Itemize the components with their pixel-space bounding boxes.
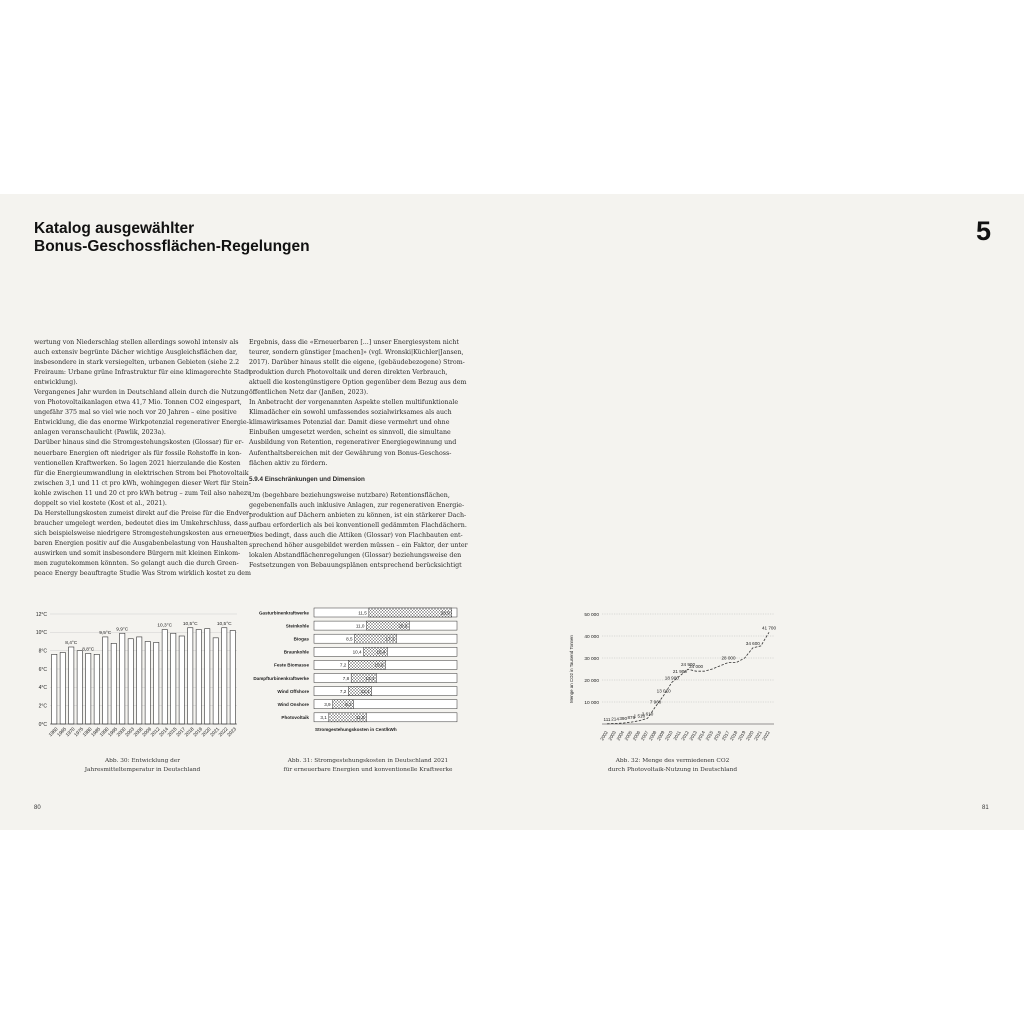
x-tick-label: 2021 xyxy=(753,730,763,742)
x-tick-label: 2021 xyxy=(209,727,221,739)
bar xyxy=(171,633,176,724)
series-line xyxy=(607,632,769,724)
text-line: insbesondere in stark versiegelten, urbanen Gebieten (siehe 2.2 xyxy=(34,359,240,367)
bar xyxy=(60,653,65,725)
bar xyxy=(94,654,99,724)
bar xyxy=(154,642,159,724)
x-tick-label: 1965 xyxy=(56,727,68,739)
max-label: 13,1 xyxy=(365,675,375,681)
y-tick-label: 10 000 xyxy=(584,700,599,706)
x-axis-title: Stromgestehungskosten in Cent/kWh xyxy=(315,726,397,732)
text-line: Vergangenes Jahr wurden in Deutschland allein durch die Nutzung xyxy=(34,389,249,397)
bar xyxy=(196,630,201,724)
x-tick-label: 2016 xyxy=(712,730,723,742)
x-tick-label: 2012 xyxy=(680,730,690,742)
text-column-left xyxy=(34,338,252,579)
point-label: 111 xyxy=(603,716,611,722)
max-label: 15,0 xyxy=(374,662,384,668)
page-number-right: 81 xyxy=(982,805,989,811)
text-line: zwischen 3,1 und 11 ct pro kWh, wohingegen dieser Wert für Stein- xyxy=(34,479,251,487)
x-tick-label: 2019 xyxy=(192,727,204,739)
x-tick-label: 2019 xyxy=(737,730,747,742)
min-label: 3,9 xyxy=(324,702,331,707)
x-tick-label: 2003 xyxy=(124,727,136,739)
point-label: 214 xyxy=(611,716,619,722)
bar xyxy=(111,643,116,724)
x-tick-label: 2014 xyxy=(696,730,707,742)
max-label: 8,3 xyxy=(345,702,352,707)
x-tick-label: 2022 xyxy=(218,727,230,739)
y-tick-label: 0°C xyxy=(38,721,47,728)
text-line: 2017). Darüber hinaus stellt die eigene, (gebäudebezogene) Strom- xyxy=(249,359,465,367)
x-tick-label: 2014 xyxy=(158,727,170,739)
x-tick-label: 2011 xyxy=(672,730,682,742)
text-line: auswirken und somit insbesondere Bürgern mit kleinen Einkom- xyxy=(34,549,241,557)
bar xyxy=(179,636,184,724)
data-label: 10,5°C xyxy=(182,621,198,627)
point-label: 34 600 xyxy=(745,640,760,646)
point-label: 21 900 xyxy=(672,668,687,674)
text-line: gegebenenfalls auch inklusive Anlagen, zur regenerativen Energie- xyxy=(249,501,465,509)
range-track xyxy=(314,687,457,696)
text-line: Aufenthaltsbereichen mit der Gewährung von Bonus-Geschoss- xyxy=(249,449,452,457)
data-label: 10,3°C xyxy=(157,623,173,629)
text-line: klimawirksames Potenzial dar. Damit diese vermehrt und ohne xyxy=(249,419,450,427)
data-label: 8,4°C xyxy=(65,641,78,646)
range-bar xyxy=(369,608,452,617)
text-line: men zugutekommen könnten. So gelangt auch die durch Green- xyxy=(34,560,239,568)
text-line: neuerbare Energien oft niedriger als für fossile Rohstoffe in kon- xyxy=(34,449,242,457)
text-line: für die Energieumwandlung in elektrischen Strom bei Photovoltaik xyxy=(34,469,249,477)
text-line: wertung von Niederschlag stellen allerdings sowohl intensiv als xyxy=(34,339,239,346)
x-tick-label: 2015 xyxy=(167,727,179,739)
text-line: flächen aktiv zu fördern. xyxy=(249,459,328,467)
bar xyxy=(137,637,142,724)
point-label: 13 010 xyxy=(656,688,671,694)
electricity-cost-chart xyxy=(249,606,464,756)
y-tick-label: 6°C xyxy=(38,666,47,673)
bar xyxy=(69,647,74,724)
x-tick-label: 1975 xyxy=(73,727,85,739)
caption-fig31: Abb. 31: Stromgestehungskosten in Deutschland 2021 für erneuerbare Energien und konventionelle Kraftwerke xyxy=(283,758,453,773)
point-label: 24 000 xyxy=(689,664,704,670)
max-label: 28,9 xyxy=(440,610,450,616)
y-tick-label: 12°C xyxy=(35,611,47,618)
text-line: peace Energy beauftragte Studie Was Strom wirklich kostet zu dem xyxy=(34,570,251,578)
text-line: aktuell die kostengünstigere Option gegenüber dem Bezug aus dem xyxy=(249,379,467,387)
book-spread xyxy=(0,194,1024,830)
category-label: Steinkohle xyxy=(285,623,309,629)
x-tick-label: 2015 xyxy=(704,730,715,742)
bar xyxy=(103,637,108,724)
x-tick-label: 2022 xyxy=(761,730,771,742)
bar xyxy=(52,654,57,724)
data-label: 8,8°C xyxy=(82,647,95,653)
point-label: 1 510 xyxy=(633,713,646,719)
data-label: 9,5°C xyxy=(99,630,112,636)
point-label: 876 xyxy=(627,715,636,721)
point-label: 7 960 xyxy=(649,699,662,705)
x-tick-label: 2010 xyxy=(664,730,674,742)
x-tick-label: 1985 xyxy=(90,727,102,739)
category-label: Braunkohle xyxy=(283,649,309,655)
text-line: anlagen veranschaulicht (Pawlik, 2023a). xyxy=(34,429,166,437)
bar xyxy=(213,638,218,724)
point-label: 18 900 xyxy=(664,675,679,681)
text-line: Einbußen umgesetzt werden, scheint es sinnvoll, die simultane xyxy=(249,429,451,437)
y-tick-label: 8°C xyxy=(38,648,47,655)
text-line: teurer, sondern günstiger [machen]» (vgl. Wronski|Küchler|Jansen, xyxy=(249,349,464,357)
x-tick-label: 2007 xyxy=(639,730,650,742)
x-tick-label: 2004 xyxy=(615,730,626,742)
min-label: 8,5 xyxy=(346,636,353,642)
bar xyxy=(205,629,210,724)
x-tick-label: 2005 xyxy=(623,730,634,742)
min-label: 11,5 xyxy=(358,610,367,616)
y-tick-label: 40 000 xyxy=(584,634,599,640)
text-line: In Anbetracht der vorgenannten Aspekte stellen multifunktionale xyxy=(249,399,459,407)
text-line: Klimadächer ein sowohl umfassendes sozialwirksames als auch xyxy=(249,409,452,417)
x-tick-label: 2020 xyxy=(745,730,755,742)
y-tick-label: 10°C xyxy=(35,630,47,637)
max-label: 12,1 xyxy=(360,688,370,694)
max-label: 20,0 xyxy=(398,623,408,629)
text-line: sprechend höher ausgebildet werden müssen – ein Faktor, der unter xyxy=(249,541,468,549)
caption-fig32: Abb. 32: Menge des vermiedenen CO2 durch Photovoltaik-Nutzung in Deutschland xyxy=(607,758,738,773)
text-line: Da Herstellungskosten zumeist direkt auf die Preise für die Endver- xyxy=(34,509,252,517)
y-tick-label: 50 000 xyxy=(584,612,599,618)
max-label: 15,4 xyxy=(376,649,386,655)
x-tick-label: 2017 xyxy=(720,730,731,742)
y-tick-label: 4°C xyxy=(38,685,47,692)
page-title: Katalog ausgewählter Bonus-Geschossflächen-Regelungen xyxy=(34,220,310,255)
x-tick-label: 2008 xyxy=(648,730,658,742)
text-column-middle xyxy=(249,338,468,571)
min-label: 10,4 xyxy=(352,649,362,655)
text-line: Dies bedingt, dass auch die Attiken (Glossar) von Flachbauten ent- xyxy=(249,531,463,539)
text-line: Darüber hinaus sind die Stromgestehungskosten (Glossar) für er- xyxy=(34,439,244,447)
x-tick-label: 1960 xyxy=(48,727,60,739)
text-line: lokalen Abstandflächenregelungen (Glossar) beziehungsweise den xyxy=(249,551,462,559)
data-label: 10,5°C xyxy=(216,621,232,627)
max-label: 11,0 xyxy=(355,715,365,721)
text-line: produktion auf Dächern anbieten zu können, ist ein stärkerer Dach- xyxy=(249,511,467,519)
y-tick-label: 2°C xyxy=(38,703,47,710)
text-line: Freiraum: Urbane grüne Infrastruktur für eine klimagerechte Stadt xyxy=(34,369,251,377)
x-tick-label: 2003 xyxy=(607,730,617,742)
y-tick-label: 30 000 xyxy=(584,656,599,662)
y-tick-label: 20 000 xyxy=(584,678,599,684)
text-line: sich beispielsweise niedrigere Stromgestehungskosten aus erneuer- xyxy=(34,529,253,537)
x-tick-label: 1990 xyxy=(99,727,111,739)
category-label: Biogas xyxy=(293,636,309,642)
temperature-bar-chart xyxy=(30,606,245,756)
point-label: 390 xyxy=(619,716,628,722)
category-label: Wind Offshore xyxy=(277,688,309,694)
bar xyxy=(86,653,91,724)
x-tick-label: 2000 xyxy=(116,727,128,739)
chapter-number: 5 xyxy=(975,216,991,246)
max-label: 17,3 xyxy=(385,636,395,642)
point-label: 28 000 xyxy=(721,655,736,661)
min-label: 7,2 xyxy=(339,688,347,694)
text-line: Entwicklung, die das enorme Wirkpotenzial regenerativer Energie- xyxy=(34,419,249,427)
point-label: 41 700 xyxy=(761,625,777,631)
x-tick-label: 2009 xyxy=(656,730,666,742)
x-tick-label: 2018 xyxy=(729,730,739,742)
category-label: Wind Onshore xyxy=(277,702,309,707)
y-axis-title: Menge an CO2 in Tausend Tonnen xyxy=(569,635,574,703)
text-line: entwicklung). xyxy=(34,379,78,387)
bar xyxy=(188,628,193,724)
text-line: ventionellen Kraftwerken. So lagen 2021 hierzulande die Kosten xyxy=(34,459,241,467)
text-line: von Photovoltaikanlagen etwa 41,7 Mio. Tonnen CO2 eingespart, xyxy=(34,399,242,407)
text-line: braucher umgelegt werden, bedeutet dies im Umkehrschluss, dass xyxy=(34,519,249,527)
data-label: 9,9°C xyxy=(116,627,129,633)
text-line: baren Energien positiv auf die Ausgabenbelastung von Haushalten xyxy=(34,539,248,547)
text-line: Ergebnis, dass die «Erneuerbaren [...] unser Energiesystem nicht xyxy=(249,339,459,346)
x-tick-label: 2006 xyxy=(133,727,145,739)
caption-fig30: Abb. 30: Entwicklung der Jahresmitteltemperatur in Deutschland xyxy=(84,758,201,773)
x-tick-label: 2017 xyxy=(175,727,187,739)
co2-line-chart xyxy=(562,606,792,756)
x-tick-label: 1995 xyxy=(107,727,119,739)
category-label: Feste Biomasse xyxy=(274,662,309,668)
text-line: aufbau erforderlich als bei konventionell gedämmten Flachdächern. xyxy=(249,521,467,529)
x-tick-label: 2002 xyxy=(599,730,609,742)
min-label: 3,1 xyxy=(320,715,327,721)
bar xyxy=(77,651,82,724)
section-heading: 5.9.4 Einschränkungen und Dimension xyxy=(249,475,365,483)
min-label: 7,8 xyxy=(342,675,350,681)
bar xyxy=(145,642,150,725)
page-number-left: 80 xyxy=(34,805,41,811)
text-line: Ausbildung von Retention, regenerativer Energiegewinnung und xyxy=(249,439,457,447)
point-label: 24 900 xyxy=(680,662,696,668)
x-tick-label: 2006 xyxy=(631,730,642,742)
min-label: 11,0 xyxy=(355,623,365,629)
x-tick-label: 1980 xyxy=(82,727,94,739)
text-line: Um (begehbare beziehungsweise nutzbare) Retentionsflächen, xyxy=(249,491,450,499)
text-line: ungefähr 375 mal so viel wie noch vor 20 Jahren – eine positive xyxy=(34,409,237,417)
category-label: Photovoltaik xyxy=(281,715,309,721)
min-label: 7,2 xyxy=(339,662,347,668)
bar xyxy=(222,628,227,724)
text-line: öffentlichen Netz dar (Janßen, 2023). xyxy=(249,389,369,397)
x-tick-label: 2018 xyxy=(184,727,196,739)
bar xyxy=(230,631,235,725)
category-label: Dampfturbinenkraftwerke xyxy=(253,675,309,681)
text-line: kohle zwischen 11 und 20 ct pro kWh betrug – zum Teil also nahezu xyxy=(34,489,252,497)
category-label: Gasturbinenkraftwerke xyxy=(258,610,309,616)
x-tick-label: 2023 xyxy=(226,727,238,739)
text-line: auch extensiv begrünte Dächer wichtige Ausgleichsflächen dar, xyxy=(34,349,238,357)
x-tick-label: 2013 xyxy=(688,730,698,742)
x-tick-label: 2009 xyxy=(141,727,153,739)
x-tick-label: 2020 xyxy=(201,727,213,739)
point-label: 2 610 xyxy=(641,711,654,717)
text-line: Festsetzungen von Bebauungsplänen entsprechend berücksichtigt xyxy=(249,561,462,569)
text-line: produktion durch Photovoltaik und deren direkten Verbrauch, xyxy=(249,369,448,377)
bar xyxy=(162,630,167,724)
text-line: doppelt so viel kostete (Kost et al., 2021). xyxy=(34,499,167,507)
bar xyxy=(128,639,133,724)
bar xyxy=(120,633,125,724)
range-track xyxy=(314,674,457,683)
x-tick-label: 2012 xyxy=(150,727,162,739)
x-tick-label: 1970 xyxy=(65,727,77,739)
